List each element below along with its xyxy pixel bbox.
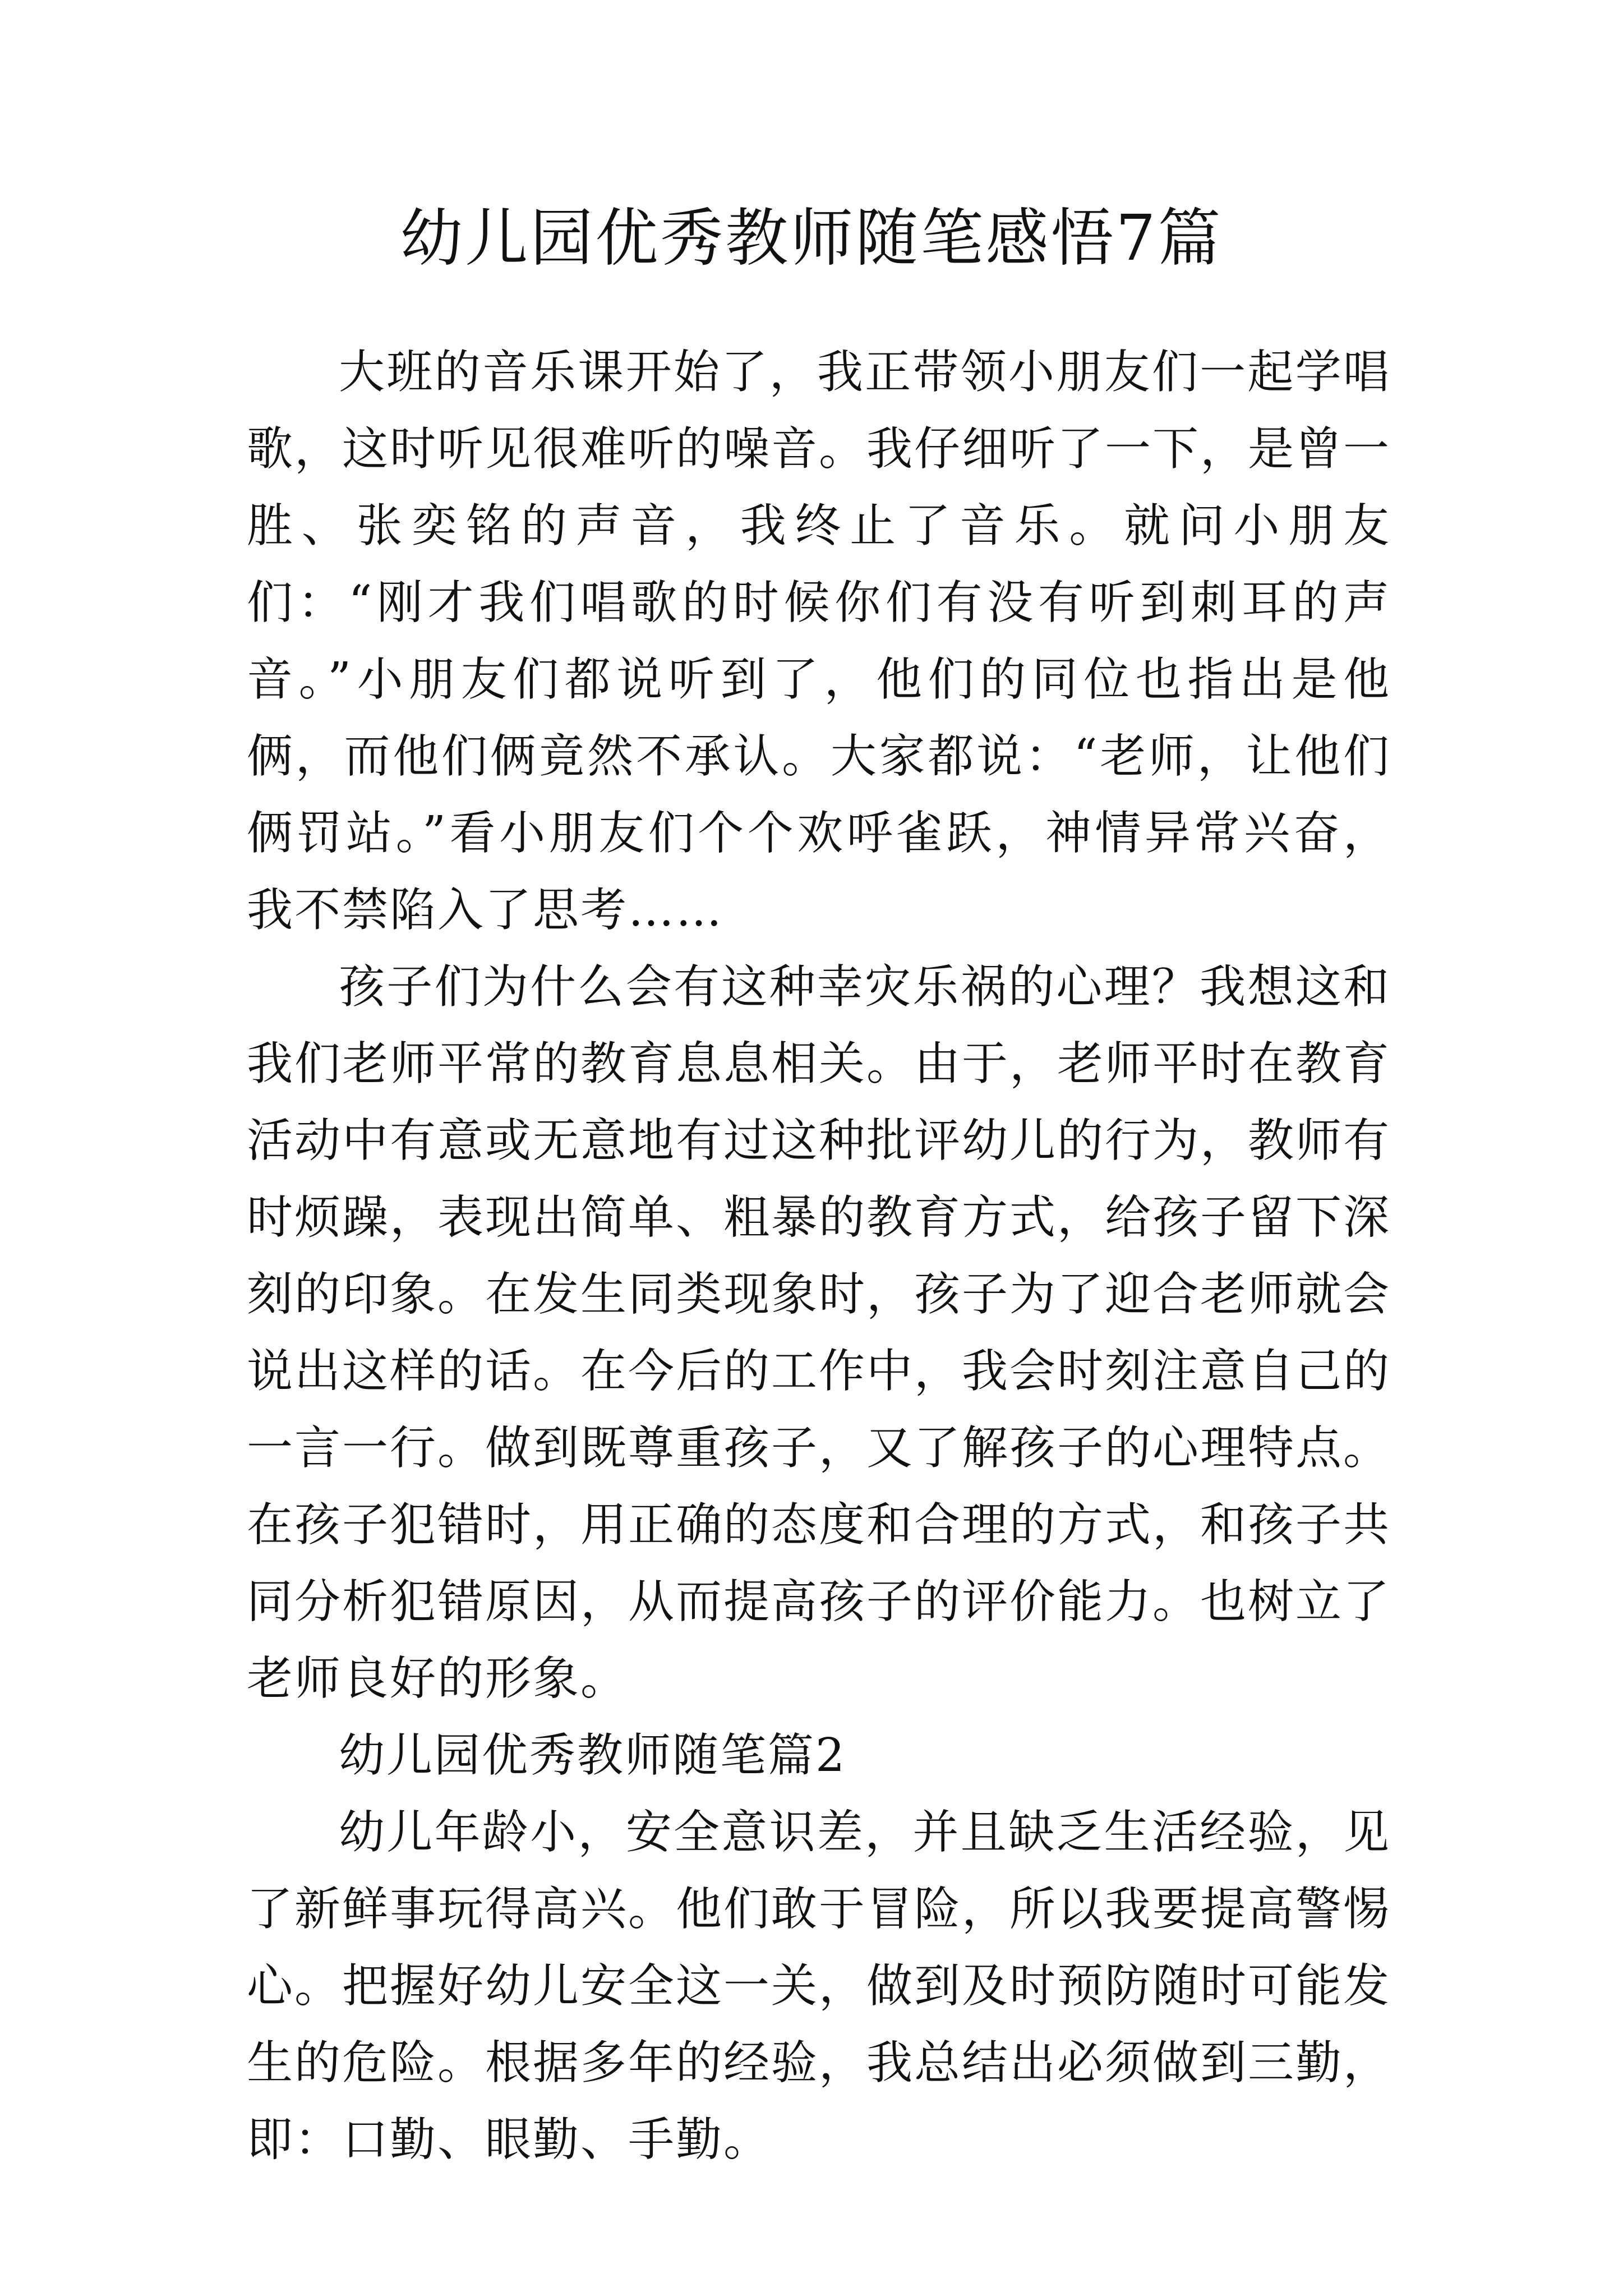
paragraph-3: 幼儿年龄小，安全意识差，并且缺乏生活经验，见了新鲜事玩得高兴。他们敢于冒险，所以我要提高警惕心。把握好幼儿安全这一关，做到及时预防随时可能发生的危险。根据多年的经验，我总结出必须做到三勤，即：口勤、眼勤、手勤。: [247, 1806, 1391, 2166]
paragraph-1: 大班的音乐课开始了，我正带领小朋友们一起学唱歌，这时听见很难听的噪音。我仔细听了一下，是曾一胜、张奕铭的声音，我终止了音乐。就问小朋友们：“刚才我们唱歌的时候你们有没有听到刺耳的声音。”小朋友们都说听到了，他们的同位也指出是他俩，而他们俩竟然不承认。大家都说：“老师，让他们俩罚站。”看小朋友们个个欢呼雀跃，神情异常兴奋，我不禁陷入了思考……: [247, 346, 1391, 937]
document-body: [247, 334, 1391, 2178]
section-heading: 幼儿园优秀教师随笔篇2: [339, 1729, 847, 1782]
paragraph-2: 孩子们为什么会有这种幸灾乐祸的心理？我想这和我们老师平常的教育息息相关。由于，老师平时在教育活动中有意或无意地有过这种批评幼儿的行为，教师有时烦躁，表现出简单、粗暴的教育方式，给孩子留下深刻的印象。在发生同类现象时，孩子为了迎合老师就会说出这样的话。在今后的工作中，我会时刻注意自己的一言一行。做到既尊重孩子，又了解孩子的心理特点。在孩子犯错时，用正确的态度和合理的方式，和孩子共同分析犯错原因，从而提高孩子的评价能力。也树立了老师良好的形象。: [247, 960, 1391, 1705]
document-title: 幼儿园优秀教师随笔感悟7篇: [400, 202, 1223, 275]
